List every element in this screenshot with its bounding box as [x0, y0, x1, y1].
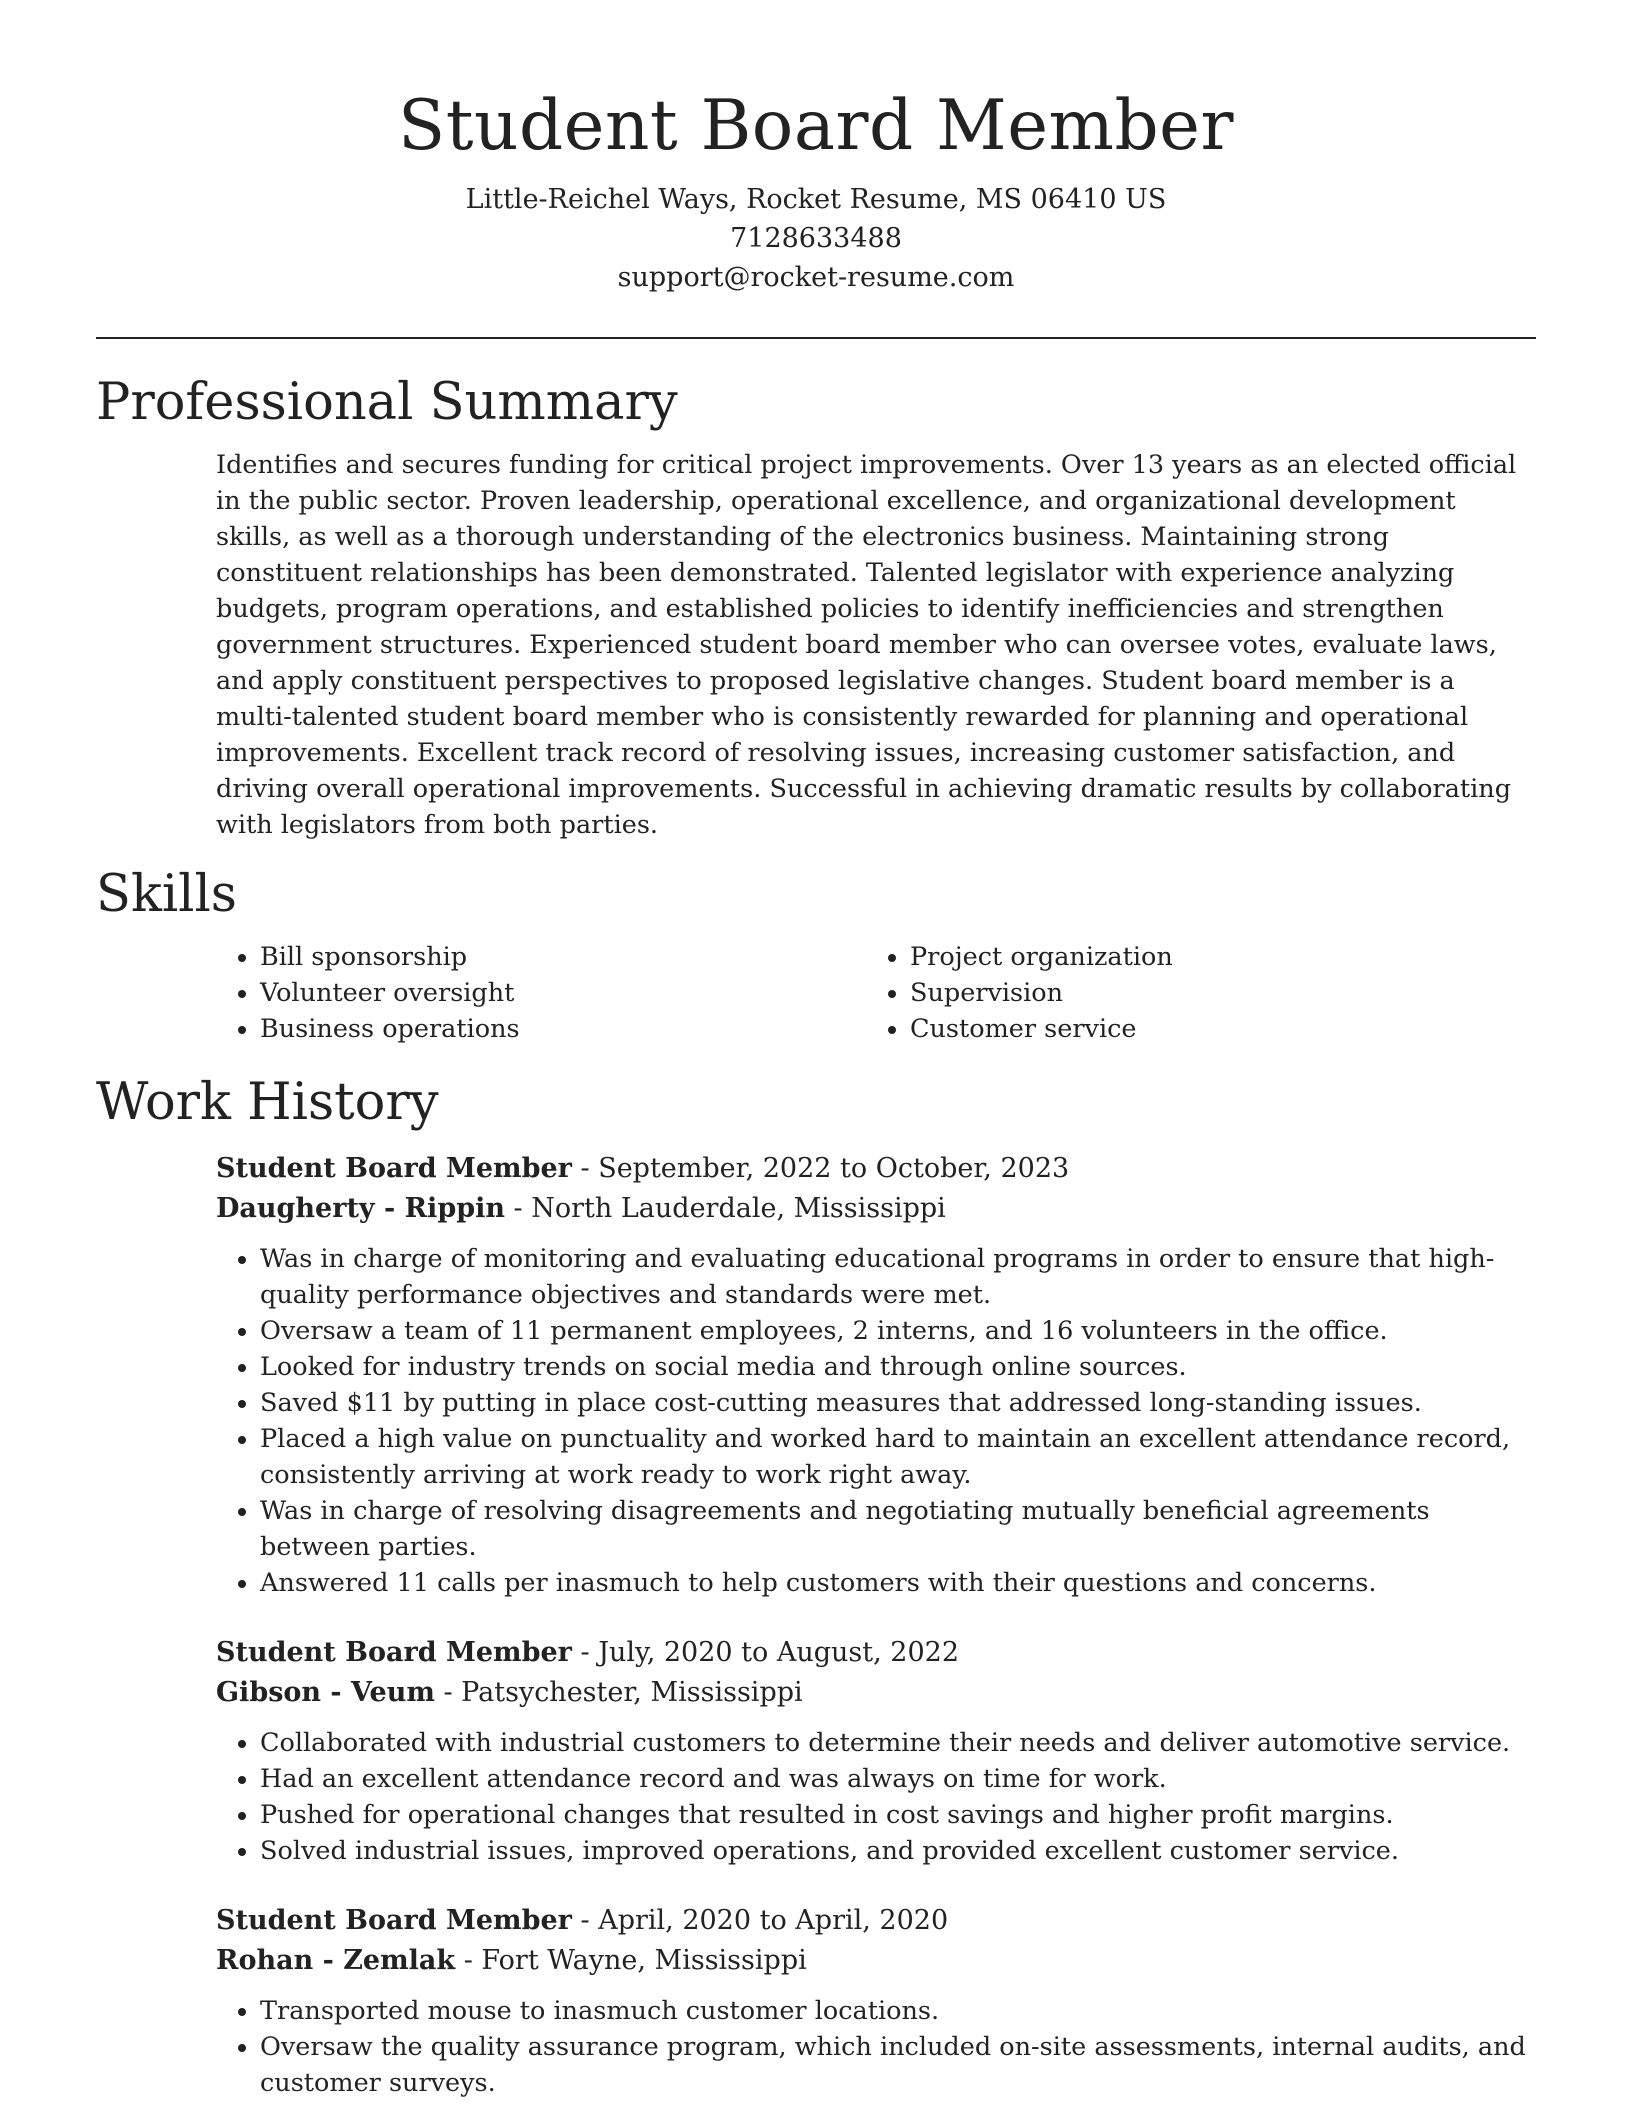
skills-column-right	[866, 939, 1516, 1047]
job-bullet: • Had an excellent attendance record and was always on time for work.	[260, 1761, 1536, 1797]
job-entry	[216, 1149, 1536, 1601]
job-entry	[216, 1633, 1536, 1869]
job-bullet: • Answered 11 calls per inasmuch to help customers with their questions and concerns.	[260, 1565, 1536, 1601]
job-bullet: • Solved industrial issues, improved operations, and provided excellent customer service.	[260, 1833, 1536, 1869]
job-entry	[216, 1901, 1536, 2101]
skill-item: • Supervision	[910, 975, 1516, 1011]
job-bullet: • Saved $11 by putting in place cost-cutting measures that addressed long-standing issues.	[260, 1385, 1536, 1421]
resume-header	[96, 0, 1536, 297]
job-bullet: • Collaborated with industrial customers to determine their needs and deliver automotive service.	[260, 1725, 1536, 1761]
job-role: Student Board Member	[216, 1905, 572, 1936]
job-bullet: • Placed a high value on punctuality and worked hard to maintain an excellent attendance record, consistently arriving at work ready to work right away.	[260, 1421, 1536, 1493]
job-company: Rohan - Zemlak	[216, 1945, 456, 1976]
job-dates: - April, 2020 to April, 2020	[571, 1905, 949, 1936]
job-bullets	[216, 1725, 1536, 1869]
contact-email: support@rocket-resume.com	[617, 262, 1015, 293]
header-divider	[96, 337, 1536, 339]
skill-item: • Business operations	[260, 1011, 866, 1047]
job-bullet: • Looked for industry trends on social media and through online sources.	[260, 1349, 1536, 1385]
job-bullet: • Oversaw the quality assurance program, which included on-site assessments, internal audits, and customer surveys.	[260, 2029, 1536, 2101]
skills-column-left	[216, 939, 866, 1047]
job-company-line	[216, 1189, 1536, 1229]
job-bullet: • Was in charge of resolving disagreements and negotiating mutually beneficial agreements between parties.	[260, 1493, 1536, 1565]
job-company-line	[216, 1941, 1536, 1981]
candidate-name: Student Board Member	[398, 86, 1234, 166]
job-location: - Fort Wayne, Mississippi	[455, 1945, 807, 1976]
job-location: - North Lauderdale, Mississippi	[504, 1193, 946, 1224]
job-dates: - July, 2020 to August, 2022	[571, 1637, 960, 1668]
skill-item: • Customer service	[910, 1011, 1516, 1047]
job-role: Student Board Member	[216, 1637, 572, 1668]
job-company-line	[216, 1673, 1536, 1713]
work-history-heading: Work History	[96, 1073, 439, 1132]
summary-text: Identifies and secures funding for critical project improvements. Over 13 years as an elected official in the public sector. Proven leadership, operational excellence, and organizational development skills, as well as a thorough understanding of the electronics business. Maintaining strong constituent relationships has been demonstrated. Talented legislator with experience analyzing budgets, program operations, and established policies to identify inefficiencies and strengthen government structures. Experienced student board member who can oversee votes, evaluate laws, and apply constituent perspectives to proposed legislative changes. Student board member is a multi-talented student board member who is consistently rewarded for planning and operational improvements. Excellent track record of resolving issues, increasing customer satisfaction, and driving overall operational improvements. Successful in achieving dramatic results by collaborating with legislators from both parties.	[216, 450, 1517, 840]
skill-item: • Bill sponsorship	[260, 939, 866, 975]
contact-address: Little-Reichel Ways, Rocket Resume, MS 06410 US	[465, 184, 1167, 215]
job-bullet: • Pushed for operational changes that resulted in cost savings and higher profit margins.	[260, 1797, 1536, 1833]
job-dates: - September, 2022 to October, 2023	[571, 1153, 1070, 1184]
job-bullet: • Oversaw a team of 11 permanent employees, 2 interns, and 16 volunteers in the office.	[260, 1313, 1536, 1349]
job-title-line	[216, 1901, 1536, 1941]
job-bullets	[216, 1241, 1536, 1601]
job-title-line	[216, 1633, 1536, 1673]
job-bullet: • Transported mouse to inasmuch customer locations.	[260, 1993, 1536, 2029]
job-role: Student Board Member	[216, 1153, 572, 1184]
resume-page	[96, 0, 1536, 2101]
contact-phone: 7128633488	[730, 223, 902, 254]
skills-list	[216, 939, 1536, 1047]
job-bullet: • Was in charge of monitoring and evaluating educational programs in order to ensure that high-quality performance objectives and standards were met.	[260, 1241, 1536, 1313]
job-bullets	[216, 1993, 1536, 2101]
job-location: - Patsychester, Mississippi	[434, 1677, 803, 1708]
skills-heading: Skills	[96, 865, 237, 924]
job-company: Daugherty - Rippin	[216, 1193, 505, 1224]
job-company: Gibson - Veum	[216, 1677, 435, 1708]
skill-item: • Project organization	[910, 939, 1516, 975]
skill-item: • Volunteer oversight	[260, 975, 866, 1011]
summary-heading: Professional Summary	[96, 373, 678, 432]
job-title-line	[216, 1149, 1536, 1189]
contact-block	[96, 180, 1536, 297]
